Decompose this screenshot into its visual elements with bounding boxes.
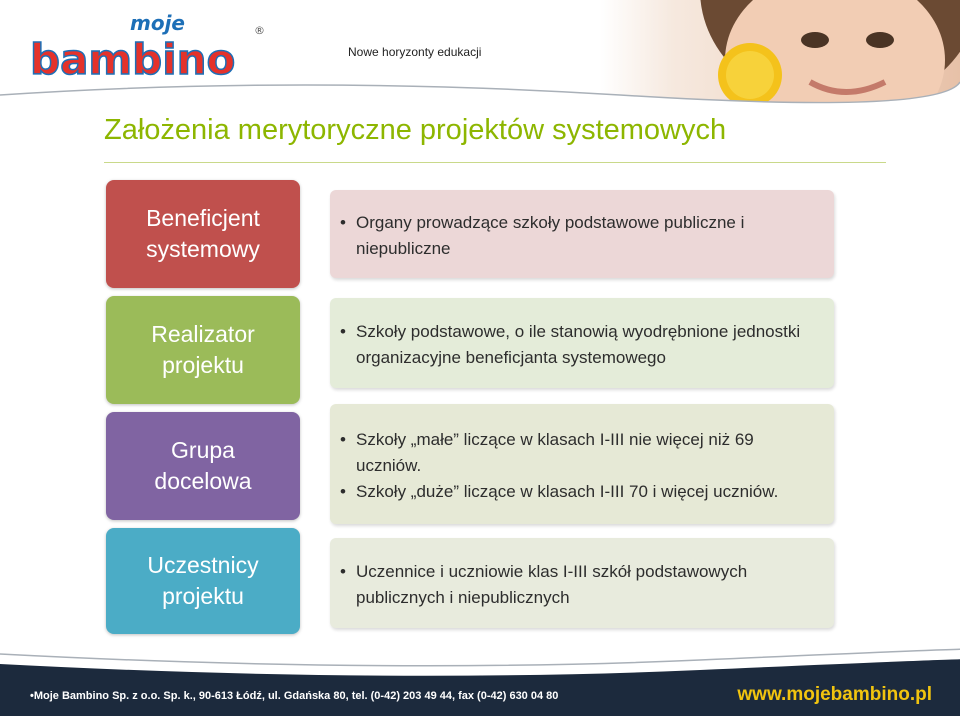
- bullet-list: [340, 559, 822, 611]
- bullet-list: [340, 427, 822, 505]
- content-realizator-projektu: [330, 298, 834, 388]
- bullet-item: • Uczennice i uczniowie klas I-III szkół podstawowych publicznych i niepublicznych: [340, 559, 822, 611]
- svg-text:bambino: bambino: [30, 35, 236, 84]
- footer-swoosh: [0, 640, 960, 680]
- bullet-list: [340, 210, 822, 262]
- content-uczestnicy-projektu: [330, 538, 834, 628]
- label-text: Realizator projektu: [151, 321, 255, 378]
- header: [0, 0, 960, 100]
- label-realizator-projektu: [106, 296, 300, 404]
- label-text: Grupa docelowa: [154, 437, 252, 494]
- label-text: Beneficjent systemowy: [146, 205, 260, 262]
- content-beneficjent-systemowy: [330, 190, 834, 278]
- bullet-item: • Szkoły „duże” liczące w klasach I-III 70 i więcej uczniów.: [340, 479, 822, 505]
- label-text: Uczestnicy projektu: [147, 552, 259, 609]
- tagline: Nowe horyzonty edukacji: [348, 45, 482, 59]
- company-address: •Moje Bambino Sp. z o.o. Sp. k., 90-613 Łódź, ul. Gdańska 80, tel. (0-42) 203 49 44, fax (0-42) 630 04 80: [30, 690, 559, 702]
- bullet-item: • Szkoły podstawowe, o ile stanowią wyodrębnione jednostki organizacyjne beneficjanta systemowego: [340, 319, 822, 371]
- title-divider: [104, 162, 886, 163]
- bullet-item: • Organy prowadzące szkoły podstawowe publiczne i niepubliczne: [340, 210, 822, 262]
- svg-text:moje: moje: [130, 11, 185, 35]
- footer: [0, 676, 960, 716]
- label-uczestnicy-projektu: [106, 528, 300, 634]
- header-swoosh: [0, 70, 960, 110]
- bullet-item: • Szkoły „małe” liczące w klasach I-III nie więcej niż 69 uczniów.: [340, 427, 822, 479]
- label-grupa-docelowa: [106, 412, 300, 520]
- svg-text:®: ®: [254, 24, 265, 37]
- website-link[interactable]: www.mojebambino.pl: [737, 684, 932, 705]
- slide-title: Założenia merytoryczne projektów systemowych: [104, 114, 727, 146]
- bullet-list: [340, 319, 822, 371]
- label-beneficjent-systemowy: [106, 180, 300, 288]
- content-grupa-docelowa: [330, 404, 834, 524]
